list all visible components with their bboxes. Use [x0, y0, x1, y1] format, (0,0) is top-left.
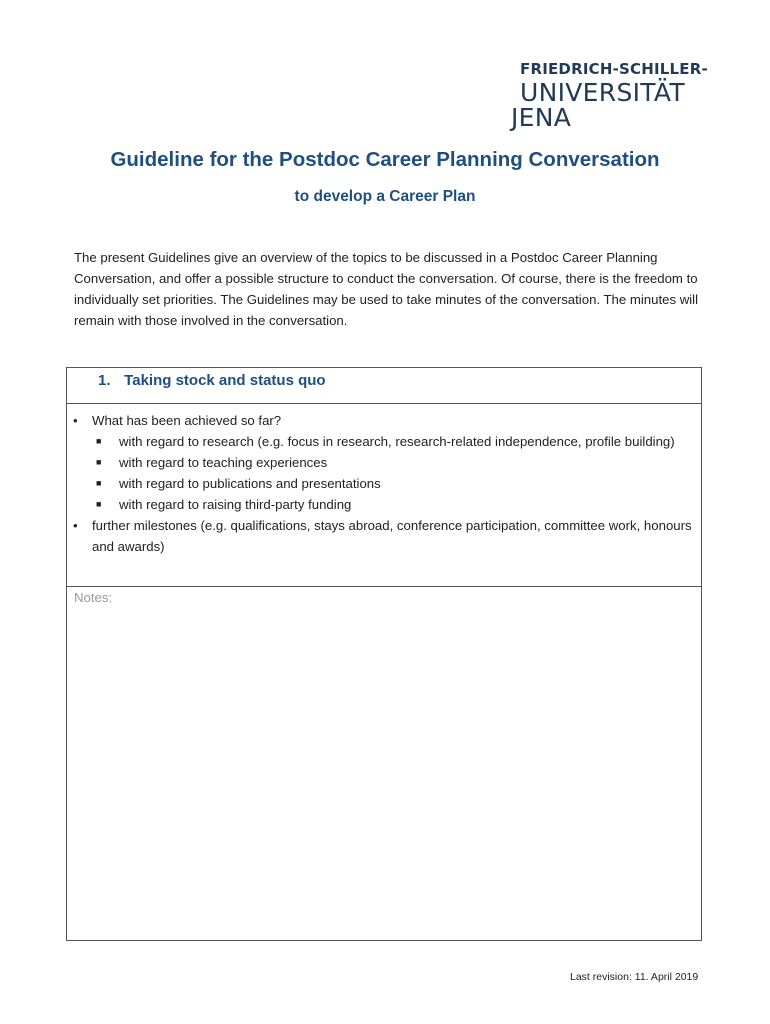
list-item: [67, 515, 701, 557]
intro-paragraph: The present Guidelines give an overview of the topics to be discussed in a Postdoc Career Planning Conversation, and offer a possible structure to conduct the conversation. Of course, there is the freedom to individually set priorities. The Guidelines may be used to take minutes of the conversation. The minutes will remain with those involved in the conversation.: [74, 250, 699, 328]
notes-label: Notes:: [74, 590, 113, 605]
sub-list-item-text: with regard to research (e.g. focus in research, research-related independence, profile building): [119, 434, 675, 449]
notes-field[interactable]: [67, 587, 701, 607]
bullet-icon: •: [73, 518, 78, 533]
list-item-text: What has been achieved so far?: [92, 413, 282, 428]
square-bullet-icon: ■: [96, 436, 102, 446]
list-item: [67, 410, 701, 431]
logo-line-1: FRIEDRICH-SCHILLER-: [520, 60, 708, 78]
sub-list-item: [67, 431, 701, 452]
sub-list-item-text: with regard to teaching experiences: [119, 455, 328, 470]
section-topics: [67, 404, 701, 587]
section-number: 1.: [98, 372, 111, 389]
last-revision-footer: Last revision: 11. April 2019: [570, 971, 699, 983]
sub-list-item-text: with regard to raising third-party funding: [119, 497, 352, 512]
sub-list-item-text: with regard to publications and presentations: [119, 476, 381, 491]
sub-list-item: [67, 494, 701, 515]
section-title: Taking stock and status quo: [124, 372, 326, 389]
square-bullet-icon: ■: [96, 457, 102, 467]
document-title: Guideline for the Postdoc Career Planning Conversation: [110, 148, 660, 171]
sub-list-item: [67, 452, 701, 473]
square-bullet-icon: ■: [96, 478, 102, 488]
section-table: [66, 367, 702, 941]
section-heading: [67, 368, 701, 404]
list-item-text: further milestones (e.g. qualifications, stays abroad, conference participation, committee work, honours and awards): [92, 518, 692, 554]
logo-line-3: JENA: [511, 103, 572, 132]
sub-list-item: [67, 473, 701, 494]
logo-line-2: UNIVERSITÄT: [520, 78, 685, 107]
document-subtitle: to develop a Career Plan: [294, 188, 476, 205]
bullet-icon: •: [73, 413, 78, 428]
university-logo: [511, 62, 708, 130]
square-bullet-icon: ■: [96, 499, 102, 509]
